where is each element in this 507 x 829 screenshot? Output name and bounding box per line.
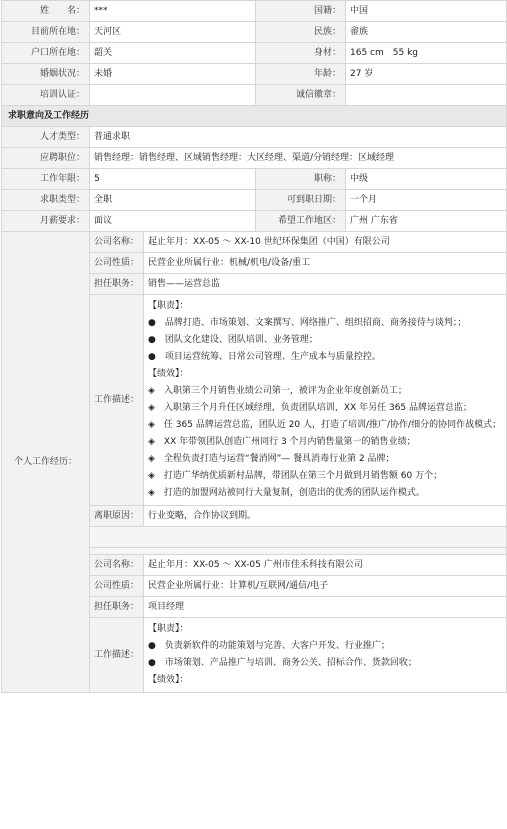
leave-value: 行业变略，合作协议到期。 <box>144 506 507 527</box>
years-label: 工作年限： <box>2 169 90 190</box>
field-value: 韶关 <box>90 43 256 64</box>
title-value: 中级 <box>346 169 507 190</box>
field-label: 户口所在地： <box>2 43 90 64</box>
job-description <box>144 295 507 506</box>
basic-info-table <box>1 0 507 106</box>
field-value: 畲族 <box>346 22 507 43</box>
job-description <box>144 618 507 693</box>
field-value: 中国 <box>346 1 507 22</box>
company-value: 起止年月：XX-05 ～ XX-05 广州市佳禾科技有限公司 <box>144 555 507 576</box>
description-line: 【职责】： <box>148 301 189 311</box>
company-value: 起止年月：XX-05 ～ XX-10 世纪环保集团（中国）有限公司 <box>144 232 507 253</box>
field-label: 诚信徽章： <box>256 85 346 106</box>
area-label: 希望工作地区： <box>256 211 346 232</box>
nature-value: 民营企业所属行业：计算机/互联网/通信/电子 <box>144 576 507 597</box>
field-label: 民族： <box>256 22 346 43</box>
field-value: 未婚 <box>90 64 256 85</box>
field-label: 姓 名： <box>2 1 90 22</box>
description-line: ◈ XX 年带领团队创造广州同行 3 个月内销售量第一的销售业绩； <box>148 437 416 447</box>
description-line: 【职责】： <box>148 624 189 634</box>
nature-label: 公司性质： <box>90 576 144 597</box>
experience-label: 个人工作经历： <box>2 232 90 693</box>
description-line: ◈ 打造广华纳优质新村品牌，带团队在第三个月做到月销售额 60 万个； <box>148 471 443 481</box>
spacer-row <box>90 548 507 555</box>
field-value <box>346 85 507 106</box>
intent-table <box>1 105 507 232</box>
description-line: ◈ 入职第三个月销售业绩公司第一，被评为企业年度创新员工； <box>148 386 407 396</box>
description-line: ● 团队文化建设、团队培训、业务管理； <box>148 335 318 345</box>
field-label: 身材： <box>256 43 346 64</box>
description-line: ◈ 全程负责打造与运营“餐消网”— 餐具消毒行业第 2 品牌； <box>148 454 395 464</box>
leave-label: 离职原因： <box>90 506 144 527</box>
basic-row <box>2 85 507 106</box>
talent-type-value: 普通求职 <box>90 127 507 148</box>
resume-document <box>1 0 506 693</box>
basic-row <box>2 64 507 85</box>
basic-row <box>2 1 507 22</box>
salary-value: 面议 <box>90 211 256 232</box>
arrive-label: 可到职日期： <box>256 190 346 211</box>
description-line: ● 项目运营统筹、日常公司管理、生产成本与质量控控。 <box>148 352 381 362</box>
job-type-value: 全职 <box>90 190 256 211</box>
role-value: 项目经理 <box>144 597 507 618</box>
talent-type-label: 人才类型： <box>2 127 90 148</box>
description-line: ● 负责新软件的功能策划与完善、大客户开发、行业推广； <box>148 641 390 651</box>
nature-label: 公司性质： <box>90 253 144 274</box>
position-label: 应聘职位： <box>2 148 90 169</box>
basic-row <box>2 22 507 43</box>
basic-row <box>2 43 507 64</box>
position-value: 销售经理：销售经理、区域销售经理：大区经理、渠道/分销经理：区域经理 <box>90 148 507 169</box>
field-label: 培训认证： <box>2 85 90 106</box>
field-value: 27 岁 <box>346 64 507 85</box>
role-label: 担任职务： <box>90 597 144 618</box>
field-value: 天河区 <box>90 22 256 43</box>
role-value: 销售——运营总监 <box>144 274 507 295</box>
spacer-row <box>90 527 507 548</box>
company-label: 公司名称： <box>90 232 144 253</box>
company-label: 公司名称： <box>90 555 144 576</box>
role-label: 担任职务： <box>90 274 144 295</box>
area-value: 广州 广东省 <box>346 211 507 232</box>
description-line: ◈ 打造的加盟网站被同行大量复制，创造出的优秀的团队运作模式。 <box>148 488 425 498</box>
description-line: 【绩效】： <box>148 675 189 685</box>
desc-label: 工作描述： <box>90 295 144 506</box>
description-line: ● 市场策划、产品推广与培训、商务公关、招标合作、货款回收； <box>148 658 417 668</box>
desc-label: 工作描述： <box>90 618 144 693</box>
description-line: ◈ 任 365 品牌运营总监，团队近 20 人，打造了培训/推广/协作/细分的协同作战模式； <box>148 420 502 430</box>
years-value: 5 <box>90 169 256 190</box>
experience-table <box>1 231 507 693</box>
field-value <box>90 85 256 106</box>
field-value: *** <box>90 1 256 22</box>
arrive-value: 一个月 <box>346 190 507 211</box>
description-line: 【绩效】： <box>148 369 189 379</box>
field-label: 目前所在地： <box>2 22 90 43</box>
field-label: 年龄： <box>256 64 346 85</box>
salary-label: 月薪要求： <box>2 211 90 232</box>
nature-value: 民营企业所属行业：机械/机电/设备/重工 <box>144 253 507 274</box>
description-line: ● 品牌打造、市场策划、文案撰写、网络推广、组织招商、商务接待与谈判；； <box>148 318 467 328</box>
section-title: 求职意向及工作经历 <box>2 106 507 127</box>
field-label: 婚姻状况： <box>2 64 90 85</box>
job-type-label: 求职类型： <box>2 190 90 211</box>
field-value: 165 cm 55 kg <box>346 43 507 64</box>
title-label: 职称： <box>256 169 346 190</box>
field-label: 国籍： <box>256 1 346 22</box>
description-line: ◈ 入职第三个月升任区域经理，负责团队培训，XX 年另任 365 品牌运营总监； <box>148 403 473 413</box>
